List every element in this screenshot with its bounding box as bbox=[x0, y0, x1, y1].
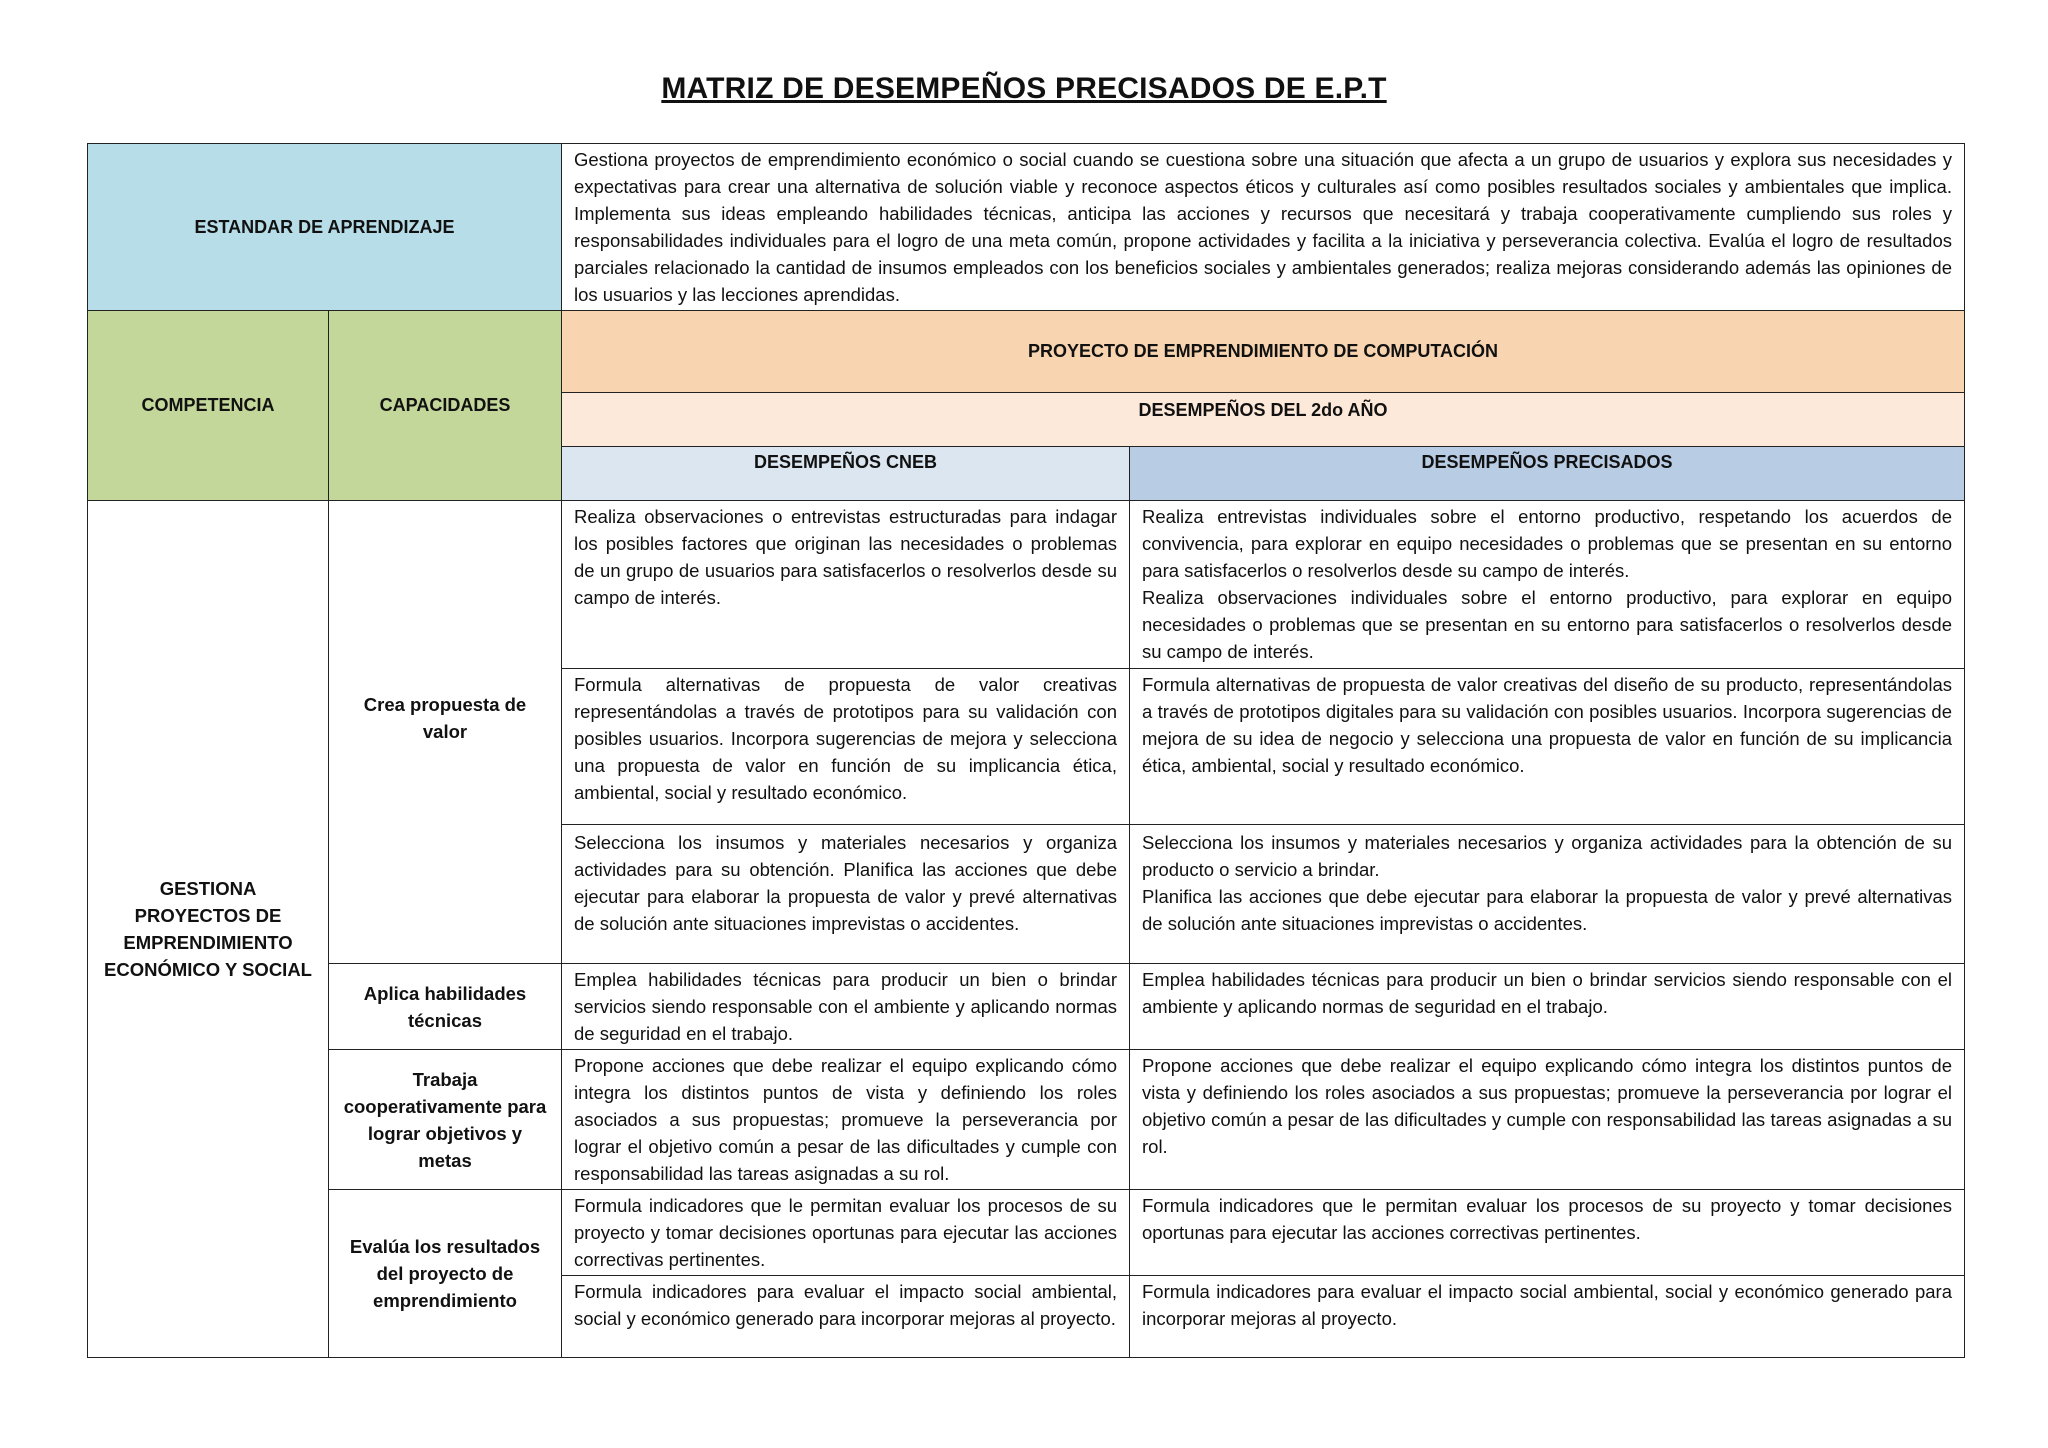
precisados-cell bbox=[1130, 1050, 1965, 1190]
precisados-cell bbox=[1130, 825, 1965, 964]
precisado-text: Selecciona los insumos y materiales necesarios y organiza actividades para la obtención de su producto o servicio a brindar. bbox=[1142, 832, 1952, 880]
estandar-label: ESTANDAR DE APRENDIZAJE bbox=[88, 144, 562, 311]
table-row bbox=[88, 964, 1965, 1050]
anio-header: DESEMPEÑOS DEL 2do AÑO bbox=[562, 393, 1965, 447]
precisado-text: Propone acciones que debe realizar el equipo explicando cómo integra los distintos puntos de vista y definiendo los roles asociados a sus propuestas; promueve la perseverancia por lograr el objetivo común a pesar de las dificultades y cumple con responsabilidad las tareas asignadas a su rol. bbox=[1142, 1055, 1952, 1157]
precisado-text: Formula indicadores que le permitan evaluar los procesos de su proyecto y tomar decisiones oportunas para ejecutar las acciones correctivas pertinentes. bbox=[1142, 1195, 1952, 1243]
precisados-cell bbox=[1130, 1276, 1965, 1358]
capacidad-crea-propuesta: Crea propuesta de valor bbox=[329, 501, 562, 964]
cneb-cell: Realiza observaciones o entrevistas estructuradas para indagar los posibles factores que originan las necesidades o problemas de un grupo de usuarios para satisfacerlos o resolverlos desde su campo de interés. bbox=[562, 501, 1130, 669]
cneb-cell: Formula indicadores que le permitan evaluar los procesos de su proyecto y tomar decisiones oportunas para ejecutar las acciones correctivas pertinentes. bbox=[562, 1190, 1130, 1276]
precisados-cell bbox=[1130, 669, 1965, 825]
cneb-cell: Formula alternativas de propuesta de valor creativas representándolas a través de prototipos para su validación con posibles usuarios. Incorpora sugerencias de mejora y selecciona una propuesta de valor en función de su implicancia ética, ambiental, social y resultado económico. bbox=[562, 669, 1130, 825]
capacidad-trabaja-cooperativamente: Trabaja cooperativamente para lograr objetivos y metas bbox=[329, 1050, 562, 1190]
competencia-header: COMPETENCIA bbox=[88, 311, 329, 501]
precisado-text: Planifica las acciones que debe ejecutar para elaborar la propuesta de valor y prevé alternativas de solución ante situaciones imprevistas o accidentes. bbox=[1142, 886, 1952, 934]
table-row bbox=[88, 1190, 1965, 1276]
cneb-cell: Propone acciones que debe realizar el equipo explicando cómo integra los distintos puntos de vista y definiendo los roles asociados a sus propuestas; promueve la perseverancia por lograr el objetivo común a pesar de las dificultades y cumple con responsabilidad las tareas asignadas a su rol. bbox=[562, 1050, 1130, 1190]
precisado-text: Realiza observaciones individuales sobre el entorno productivo, para explorar en equipo necesidades o problemas que se presentan en su entorno para satisfacerlos o resolverlos desde su campo de interés. bbox=[1142, 587, 1952, 662]
precisado-text: Realiza entrevistas individuales sobre el entorno productivo, respetando los acuerdos de convivencia, para explorar en equipo necesidades o problemas que se presentan en su entorno para satisfacerlos o resolverlos desde su campo de interés. bbox=[1142, 506, 1952, 581]
matrix-table bbox=[87, 143, 1965, 1358]
page-title: MATRIZ DE DESEMPEÑOS PRECISADOS DE E.P.T bbox=[661, 72, 1387, 105]
capacidad-aplica-habilidades: Aplica habilidades técnicas bbox=[329, 964, 562, 1050]
precisados-cell bbox=[1130, 964, 1965, 1050]
precisados-cell bbox=[1130, 501, 1965, 669]
cneb-header: DESEMPEÑOS CNEB bbox=[562, 447, 1130, 501]
cneb-cell: Formula indicadores para evaluar el impacto social ambiental, social y económico generado para incorporar mejoras al proyecto. bbox=[562, 1276, 1130, 1358]
estandar-text: Gestiona proyectos de emprendimiento económico o social cuando se cuestiona sobre una situación que afecta a un grupo de usuarios y explora sus necesidades y expectativas para crear una alternativa de solución viable y reconoce aspectos éticos y culturales así como posibles resultados sociales y ambientales que implica. Implementa sus ideas empleando habilidades técnicas, anticipa las acciones y recursos que necesitará y trabaja cooperativamente cumpliendo sus roles y responsabilidades individuales para el logro de una meta común, propone actividades y facilita a la iniciativa y perseverancia colectiva. Evalúa el logro de resultados parciales relacionado la cantidad de insumos empleados con los beneficios sociales y ambientales generados; realiza mejoras considerando además las opiniones de los usuarios y las lecciones aprendidas. bbox=[562, 144, 1965, 311]
proyecto-header: PROYECTO DE EMPRENDIMIENTO DE COMPUTACIÓN bbox=[562, 311, 1965, 393]
cneb-cell: Selecciona los insumos y materiales necesarios y organiza actividades para su obtención. Planifica las acciones que debe ejecutar para elaborar la propuesta de valor y prevé alternativas de solución ante situaciones imprevistas o accidentes. bbox=[562, 825, 1130, 964]
precisado-text: Formula indicadores para evaluar el impacto social ambiental, social y económico generado para incorporar mejoras al proyecto. bbox=[1142, 1281, 1952, 1329]
precisados-header: DESEMPEÑOS PRECISADOS bbox=[1130, 447, 1965, 501]
precisados-cell bbox=[1130, 1190, 1965, 1276]
capacidades-header: CAPACIDADES bbox=[329, 311, 562, 501]
table-row bbox=[88, 1050, 1965, 1190]
capacidad-evalua-resultados: Evalúa los resultados del proyecto de emprendimiento bbox=[329, 1190, 562, 1358]
precisado-text: Formula alternativas de propuesta de valor creativas del diseño de su producto, representándolas a través de prototipos digitales para su validación con posibles usuarios. Incorpora sugerencias de mejora de su idea de negocio y selecciona una propuesta de valor en función de su implicancia ética, ambiental, social y resultado económico. bbox=[1142, 674, 1952, 776]
estandar-row bbox=[88, 144, 1965, 311]
competencia-cell: GESTIONA PROYECTOS DE EMPRENDIMIENTO ECONÓMICO Y SOCIAL bbox=[88, 501, 329, 1358]
cneb-cell: Emplea habilidades técnicas para producir un bien o brindar servicios siendo responsable con el ambiente y aplicando normas de seguridad en el trabajo. bbox=[562, 964, 1130, 1050]
table-row bbox=[88, 501, 1965, 669]
precisado-text: Emplea habilidades técnicas para producir un bien o brindar servicios siendo responsable con el ambiente y aplicando normas de seguridad en el trabajo. bbox=[1142, 969, 1952, 1017]
